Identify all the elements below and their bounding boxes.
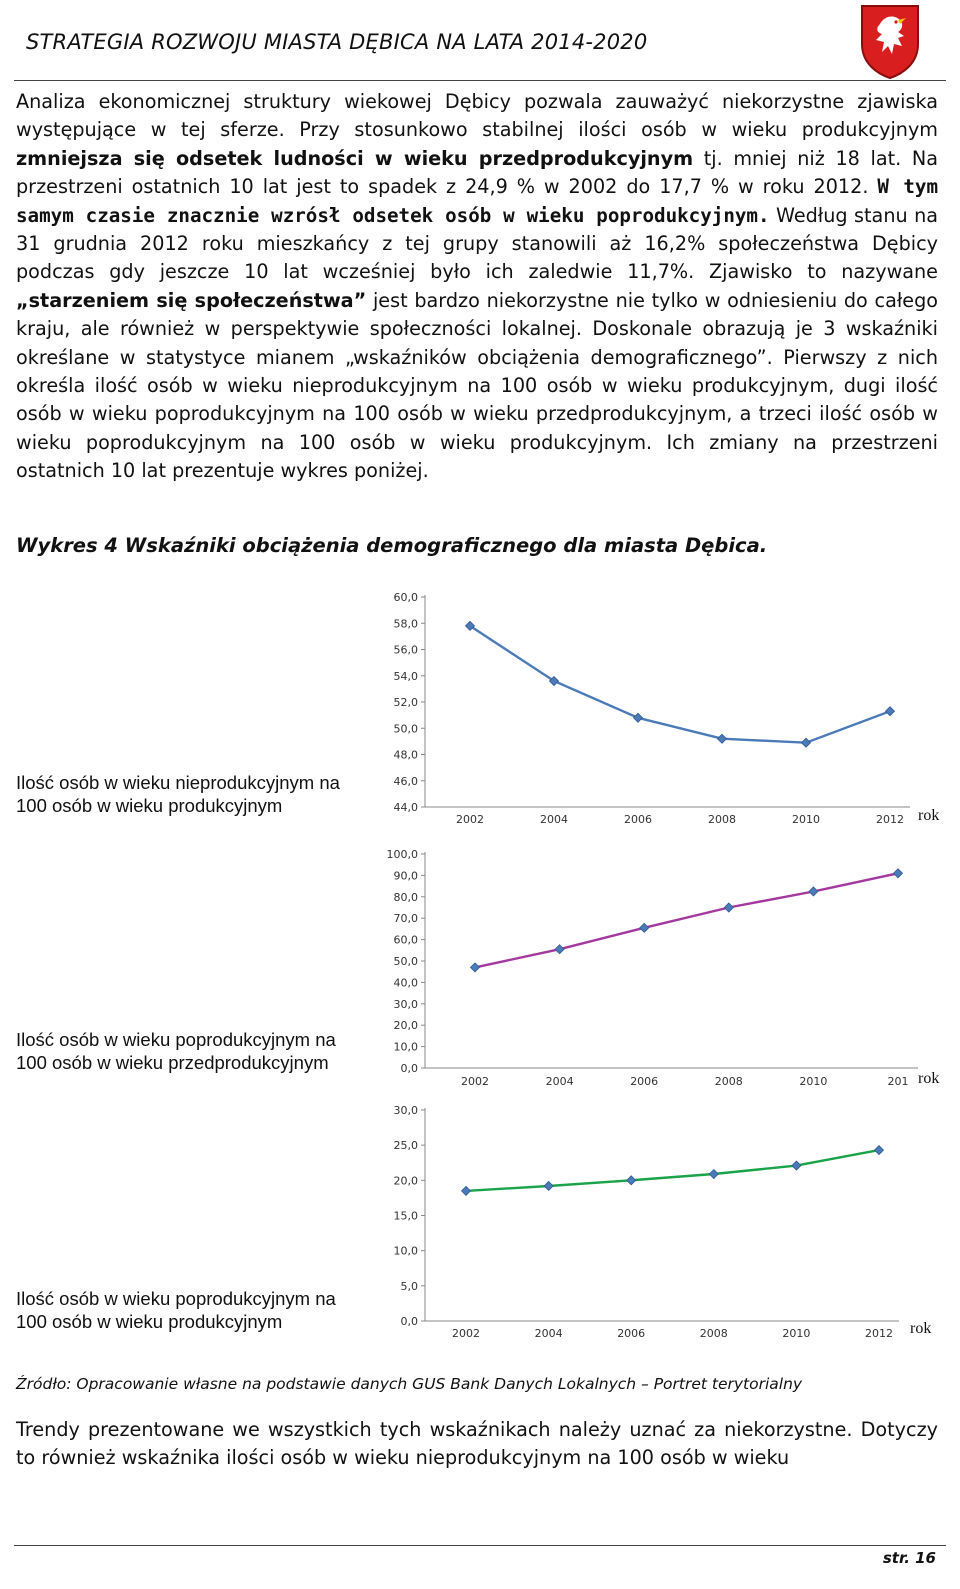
x-tick-label: 2004: [534, 1327, 563, 1340]
data-point-marker: [894, 869, 903, 878]
source-note: Źródło: Opracowanie własne na podstawie danych GUS Bank Danych Lokalnych – Portret terytorialny: [16, 1375, 803, 1393]
paragraph-intro-part: jest bardzo niekorzystne nie tylko w odniesieniu do całego kraju, ale również w perspektywie społeczności lokalnej. Doskonale obrazują je 3 wskaźniki określane w statystyce mianem „wskaźników obciążenia demograficznego”. Pierwszy z nich określa ilość osób w wieku nieprodukcyjnym na 100 osób w wieku produkcyjnym, dugi ilość osób w wieku poprodukcyjnym na 100 osób w wieku przedprodukcyjnym, a trzeci ilość osób w wieku poprodukcyjnym na 100 osób w wieku produkcyjnym. Ich zmiany na przestrzeni ostatnich 10 lat prezentuje wykres poniżej.: [16, 288, 938, 483]
data-point-marker: [462, 1186, 471, 1195]
debica-coat-of-arms-icon: [858, 2, 922, 80]
y-tick-label: 70,0: [393, 912, 418, 926]
x-tick-label: 2004: [540, 813, 568, 826]
y-tick-label: 100,0: [386, 848, 418, 861]
paragraph-intro: [16, 88, 938, 486]
y-tick-label: 60,0: [393, 933, 418, 947]
paragraph-intro-part: Analiza ekonomicznej struktury wiekowej Dębicy pozwala zauważyć niekorzystne zjawiska występujące w tej sferze. Przy stosunkowo stabilnej ilości osób w wieku produkcyjnym: [16, 90, 938, 142]
data-point-marker: [809, 887, 818, 896]
footer-divider: [14, 1545, 946, 1546]
series-line: [475, 873, 898, 967]
data-point-marker: [886, 707, 895, 716]
y-tick-label: 80,0: [393, 890, 418, 904]
chart-3-y-label: Ilość osób w wieku poprodukcyjnym na 100 osób w wieku produkcyjnym: [16, 1288, 336, 1332]
y-tick-label: 58,0: [393, 617, 418, 631]
x-tick-label: 2010: [782, 1327, 811, 1340]
x-tick-label: 2012: [876, 813, 904, 826]
y-tick-label: 48,0: [393, 748, 418, 762]
y-tick-label: 90,0: [393, 869, 418, 883]
x-tick-label: 2008: [714, 1075, 743, 1088]
data-point-marker: [709, 1170, 718, 1179]
chart-2-y-label: Ilość osób w wieku poprodukcyjnym na 100 osób w wieku przedprodukcyjnym: [16, 1029, 336, 1073]
x-tick-label: 2006: [630, 1075, 659, 1088]
data-point-marker: [724, 903, 733, 912]
y-tick-label: 54,0: [393, 669, 418, 683]
y-tick-label: 30,0: [393, 1104, 418, 1117]
data-point-marker: [471, 963, 480, 972]
x-tick-label: 2002: [461, 1075, 489, 1088]
y-tick-label: 0,0: [400, 1315, 418, 1328]
x-tick-label: 2004: [545, 1075, 574, 1088]
y-tick-label: 20,0: [393, 1174, 418, 1188]
y-tick-label: 52,0: [393, 696, 418, 709]
chart-1-y-label: Ilość osób w wieku nieprodukcyjnym na 100 osób w wieku produkcyjnym: [16, 772, 340, 816]
y-tick-label: 30,0: [393, 997, 418, 1011]
x-tick-label: 2002: [456, 813, 484, 826]
paragraph-intro-emphasis: zmniejsza się odsetek ludności w wieku przedprodukcyjnym: [16, 146, 694, 170]
y-tick-label: 44,0: [393, 801, 418, 814]
x-tick-label: 2010: [792, 813, 820, 826]
chart-3-x-label: rok: [910, 1320, 932, 1337]
data-point-marker: [718, 734, 727, 743]
data-point-marker: [555, 945, 564, 954]
page-number: str. 16: [882, 1549, 936, 1567]
x-tick-label: 2008: [708, 813, 736, 826]
series-line: [470, 626, 890, 743]
header-divider: [14, 80, 946, 81]
x-tick-label: 2002: [452, 1327, 480, 1340]
y-tick-label: 20,0: [393, 1019, 418, 1033]
x-tick-label: 201: [887, 1075, 909, 1088]
x-tick-label: 2006: [617, 1327, 646, 1340]
y-tick-label: 50,0: [393, 722, 418, 736]
y-tick-label: 56,0: [393, 643, 418, 657]
y-tick-label: 25,0: [393, 1139, 418, 1153]
y-tick-label: 60,0: [393, 591, 418, 604]
data-point-marker: [544, 1181, 553, 1190]
line-chart-postproductive-preproductive-ratio: [380, 842, 920, 1092]
x-tick-label: 2010: [799, 1075, 828, 1088]
data-point-marker: [802, 738, 811, 747]
paragraph-intro-part: Według stanu na 31 grudnia 2012 roku mieszkańcy z tej grupy stanowili aż 16,2% społeczeństwa Dębicy podczas gdy jeszcze 10 lat wcześniej było ich zaledwie 11,7%. Zjawisko to nazywane: [16, 203, 938, 284]
x-tick-label: 2012: [865, 1327, 893, 1340]
chart-2-x-label: rok: [918, 1070, 940, 1087]
data-point-marker: [640, 923, 649, 932]
y-tick-label: 40,0: [393, 976, 418, 990]
chart-1-x-label: rok: [918, 807, 940, 824]
line-chart-postproductive-productive-ratio: [380, 1100, 920, 1345]
series-line: [466, 1150, 879, 1191]
data-point-marker: [875, 1146, 884, 1155]
y-tick-label: 10,0: [393, 1040, 418, 1054]
document-title: STRATEGIA ROZWOJU MIASTA DĘBICA NA LATA 2014-2020: [26, 30, 648, 54]
y-tick-label: 15,0: [393, 1209, 418, 1223]
data-point-marker: [627, 1176, 636, 1185]
paragraph-intro-emphasis: W tym samym czasie znacznie wzrósł odsetek osób w wieku poprodukcyjnym.: [16, 175, 938, 227]
figure-caption: Wykres 4 Wskaźniki obciążenia demograficznego dla miasta Dębica.: [16, 534, 768, 557]
x-tick-label: 2008: [699, 1327, 728, 1340]
data-point-marker: [634, 713, 643, 722]
paragraph-intro-emphasis: „starzeniem się społeczeństwa”: [16, 288, 367, 312]
y-tick-label: 0,0: [400, 1062, 418, 1075]
y-tick-label: 46,0: [393, 774, 418, 788]
y-tick-label: 5,0: [400, 1279, 418, 1293]
y-tick-label: 10,0: [393, 1244, 418, 1258]
line-chart-nonproductive-ratio: [380, 585, 920, 830]
y-tick-label: 50,0: [393, 955, 418, 968]
paragraph-conclusion: Trendy prezentowane we wszystkich tych wskaźnikach należy uznać za niekorzystne. Dotyczy to również wskaźnika ilości osób w wieku nieprodukcyjnym na 100 osób w wieku: [16, 1418, 938, 1470]
data-point-marker: [792, 1161, 801, 1170]
x-tick-label: 2006: [624, 813, 652, 826]
paragraph-intro-part: tj. mniej niż 18 lat. Na przestrzeni ostatnich 10 lat jest to spadek z 24,9 % w 2002 do 17,7 % w roku 2012.: [16, 146, 938, 199]
